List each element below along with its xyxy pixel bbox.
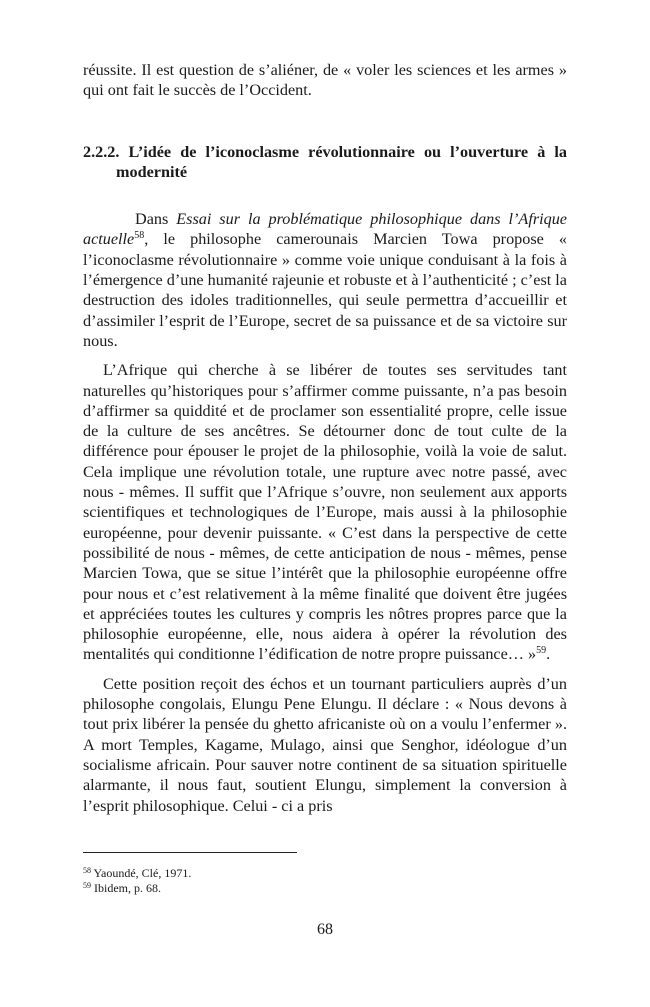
footnote-number: 59 — [83, 880, 91, 890]
footnote-59 — [83, 881, 191, 896]
footnote-number: 58 — [83, 866, 91, 875]
paragraph-2 — [83, 360, 567, 664]
paragraph-1 — [83, 209, 567, 351]
footnote-ref-59[interactable]: 59 — [536, 645, 547, 657]
footnotes — [83, 866, 191, 895]
paragraph-1-rest: , le philosophe camerounais Marcien Towa propose « l’iconoclasme révolutionnaire » comme voie unique conduisant à la fois à l’émergence d’une humanité rajeunie et robuste et à l’authenticité ; c’est la destruction des idoles traditionnelles, qui seule permettra d’accueillir et d’assimiler l’esprit de l’Europe, secret de sa puissance et de sa victoire sur nous. — [83, 230, 567, 350]
continued-paragraph: réussite. Il est question de s’aliéner, de « voler les sciences et les armes » qui ont fait le succès de l’Occident. — [83, 61, 567, 100]
footnote-separator — [83, 852, 297, 853]
footnote-text: Ibidem, p. 68. — [91, 880, 161, 895]
page-body — [83, 60, 567, 816]
paragraph-1-lead: Dans — [135, 210, 177, 229]
paragraph-3: Cette position reçoit des échos et un tournant particuliers auprès d’un philosophe congolais, Elungu Pene Elungu. Il déclare : « Nous devons à tout prix libérer la pensée du ghetto africaniste où on a voulu l’enfermer ». A mort Temples, Kagame, Mulago, ainsi que Senghor, idéologue d’un socialisme africain. Pour sauver notre continent de sa situation spirituelle alarmante, il nous faut, soutient Elungu, simplement la conversion à l’esprit philosophique. Celui - ci a pris — [83, 674, 567, 815]
paragraph-2-text: L’Afrique qui cherche à se libérer de toutes ses servitudes tant naturelles qu’historiques pour s’affirmer comme puissante, n’a pas besoin d’affirmer sa quiddité et de proclamer son essentialité propre, celle issue de la culture de ses ancêtres. Se détourner donc de tout culte de la différence pour épouser le projet de la philosophie, voilà la voie de salut. Cela implique une révolution totale, une rupture avec notre passé, avec nous - mêmes. Il suffit que l’Afrique s’ouvre, non seulement aux apports scientifiques et technologiques de l’Europe, mais aussi à la philosophie européenne, pour devenir puissante. « C’est dans la perspective de cette possibilité de nous - mêmes, de cette anticipation de nous - mêmes, pense Marcien Towa, que se situe l’intérêt que la philosophie européenne offre pour nous et c’est relativement à la même finalité que doivent être jugées et appréciées toutes les cultures y compris les nôtres propres parce que la philosophie européenne, elle, nous aidera à opérer la révolution des mentalités qui conditionne l’édification de notre propre puissance… » — [83, 361, 567, 664]
paragraph-2-end: . — [546, 645, 551, 664]
footnote-58 — [83, 866, 191, 881]
book-title: Essai sur la problématique philosophique dans l’Afrique actuelle — [83, 210, 567, 249]
page-number: 68 — [317, 921, 333, 938]
footnote-text: Yaoundé, Clé, 1971. — [91, 866, 192, 880]
section-heading: 2.2.2. L’idée de l’iconoclasme révolutionnaire ou l’ouverture à la modernité — [83, 142, 567, 181]
footnote-ref-58[interactable]: 58 — [134, 230, 145, 242]
